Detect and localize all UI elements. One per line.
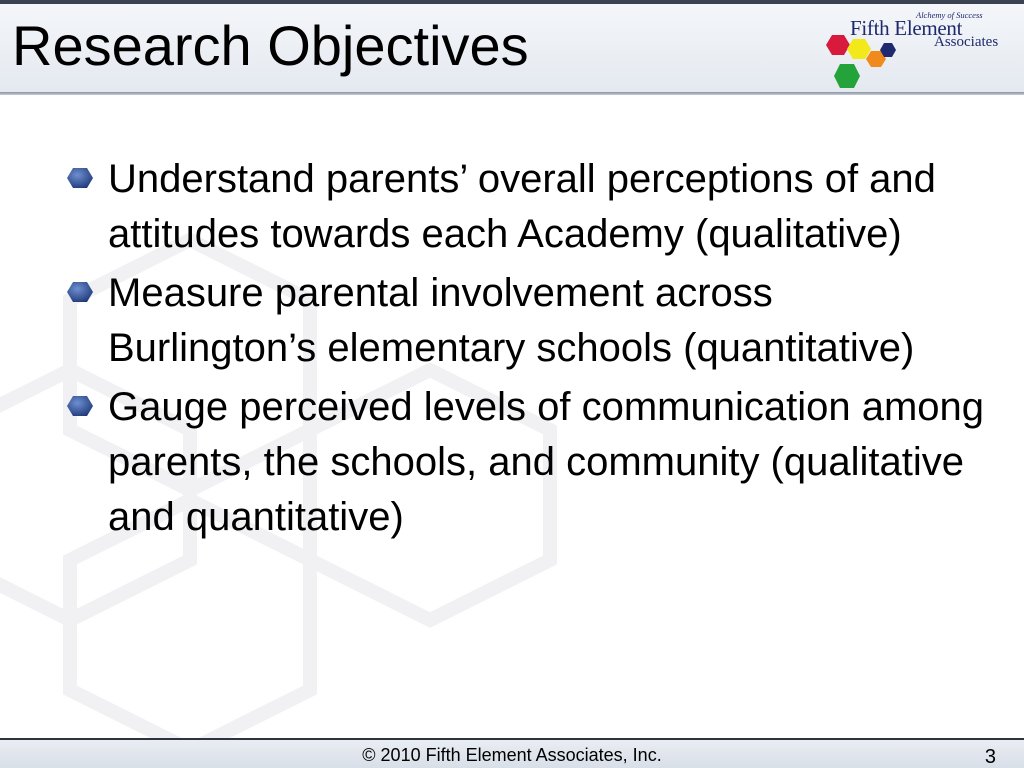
header-divider xyxy=(0,92,1024,95)
logo-name: Fifth Element xyxy=(850,16,963,40)
list-item xyxy=(66,152,986,262)
slide-title: Research Objectives xyxy=(12,14,529,77)
copyright-notice: © 2010 Fifth Element Associates, Inc. xyxy=(362,745,662,765)
bullet-text: Gauge perceived levels of communication among parents, the schools, and community (qualitative and quantitative) xyxy=(108,385,985,539)
list-item xyxy=(66,266,986,376)
fifth-element-logo xyxy=(822,10,1012,90)
logo-tagline: Alchemy of Success xyxy=(916,10,983,20)
hexagon-bullet-icon xyxy=(66,281,94,303)
bullet-text: Understand parents’ overall perceptions of and attitudes towards each Academy (qualitative) xyxy=(108,157,936,256)
bullet-text: Measure parental involvement across Burlington’s elementary schools (quantitative) xyxy=(108,271,915,370)
hexagon-bullet-icon xyxy=(66,395,94,417)
bullet-list xyxy=(66,152,986,549)
list-item xyxy=(66,380,986,545)
logo-name-suffix: Associates xyxy=(934,34,999,50)
page-number: 3 xyxy=(984,746,996,768)
hexagon-bullet-icon xyxy=(66,167,94,189)
